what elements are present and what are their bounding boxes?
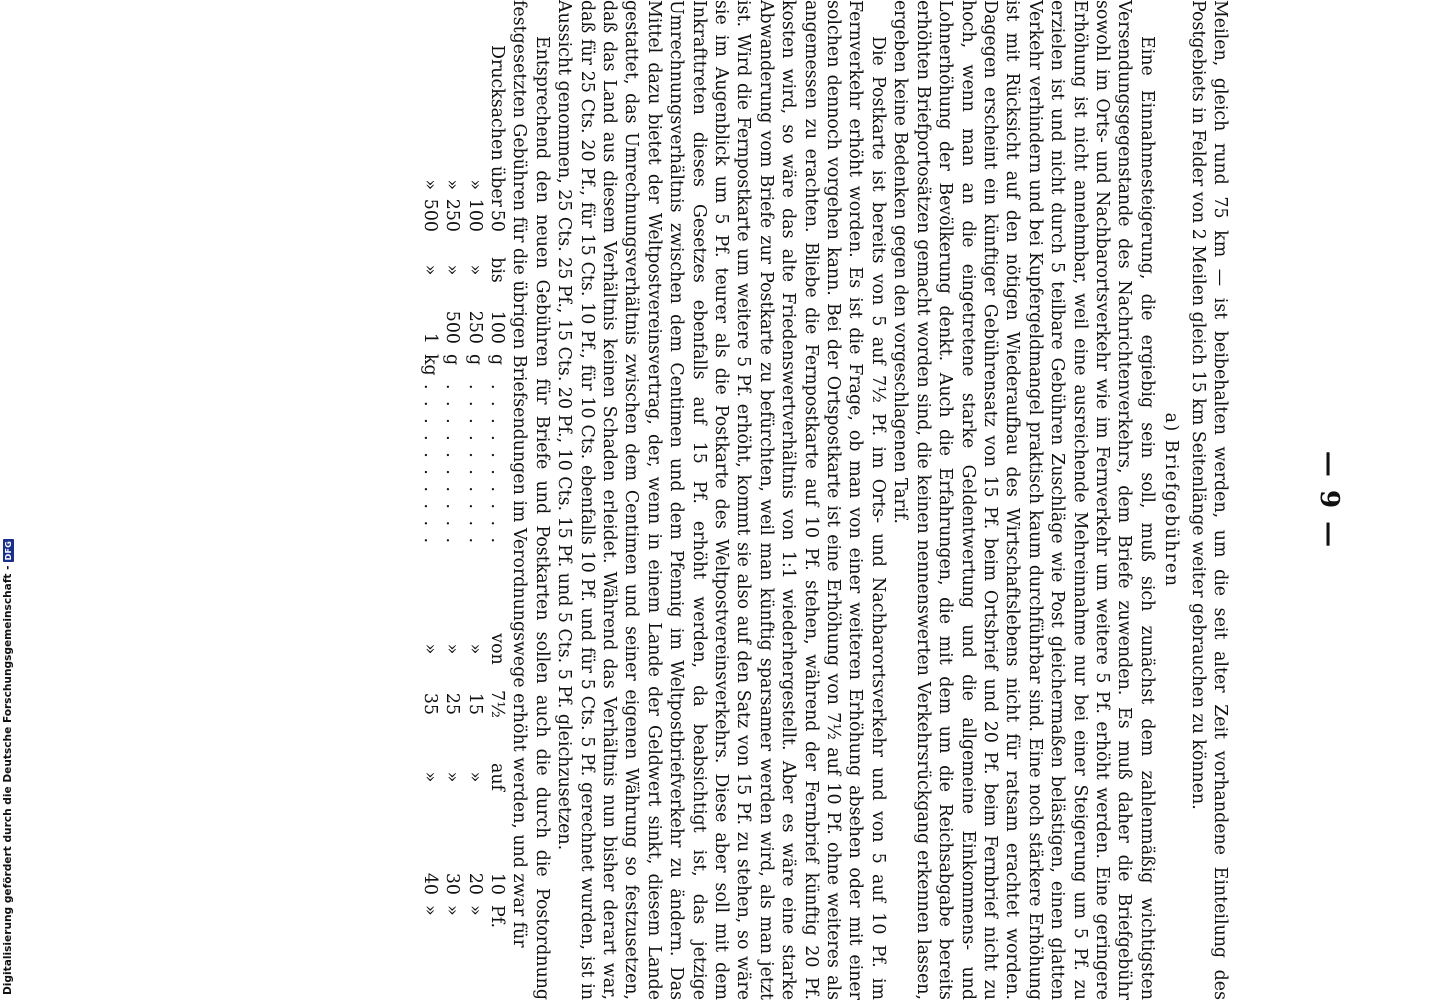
- paragraph-postkarte: Die Postkarte ist bereits von 5 auf 7½ Pf. im Orts- und Nachbarortsverkehr und von 5 auf 10 Pf. im Fernverkehr erhöht worden. Es ist die Frage, ob man von einer weiteren Erhöhung absehen oder mit einer solchen dennoch vorgehen kann. Bei der Ortspostkarte ist eine Erhöhung von 7½ auf 10 Pf. ohne weiteres als angemessen zu erachten. Bliebe die Fernpostkarte auf 10 Pf. stehen, während der Fernbrief künftig 20 Pf. kosten wird, so wäre das alte Friedenswertverhältnis von 1:1 wiederhergestellt. Aber es wäre eine starke Abwanderung vom Briefe zur Postkarte zu befürchten, weil man künftig sparsamer werden wird, als man jetzt ist. Wird die Fernpostkarte um weitere 5 Pf. erhöht, kommt sie also auf den Satz von 15 Pf. zu stehen, so wäre sie im Augenblick um 5 Pf. teurer als die Postkarte des Weltpostvereinsverkehrs. Diese aber soll mit dem Inkrafttreten dieses Gesetzes ebenfalls auf 15 Pf. erhöht werden, da beabsichtigt ist, das jetzige Umrechnungsverhältnis zwischen dem Centimen und dem Pfennig im Weltpostbriefverkehr zu ändern. Das Mittel dazu bietet der Weltpostvereinsvertrag, der, wenn in einem Lande der Geldwert sinkt, diesem Lande gestattet, das Umrechnungsverhältnis zwischen dem Centimen und seiner eigenen Währung so festzusetzen, daß das Land aus diesem Verhältnis keinen Schaden erleidet. Während das Verhältnis nun bisher derart war, daß für 25 Cts. 20 Pf., für 15 Cts. 10 Pf., für 10 Cts. ebenfalls 10 Pf. und für 5 Cts. 5 Pf. gerechnet wurden, ist in Aussicht genommen, 25 Cts. 25 Pf., 15 Cts. 20 Pf., 10 Cts. 15 Pf. und 5 Cts. 5 Pf. gleichzusetzen.: [554, 0, 888, 1000]
- fee-unit: kg: [419, 354, 440, 376]
- fee-bis: bis: [487, 257, 507, 283]
- paragraph-intro: Meilen, gleich rund 75 km — ist beibehalten werden, um die seit alter Zeit vorhandene Einteilung des Postgebiets in Felder von 2 Meilen gleich 15 km Seitenlänge weiter gebrauchen zu können.: [1187, 0, 1230, 1000]
- fee-currency: »: [464, 905, 485, 916]
- dfg-logo-icon: DFG: [3, 540, 13, 561]
- fee-von: »: [419, 643, 440, 655]
- fee-old: 15: [464, 692, 485, 716]
- fee-unit: g: [464, 354, 485, 366]
- fee-von: von: [487, 633, 507, 665]
- fee-new: 40: [419, 872, 440, 895]
- fee-auf: »: [442, 771, 463, 783]
- fee-currency: Pf.: [487, 905, 507, 929]
- fee-auf: auf: [487, 762, 507, 791]
- fee-auf: »: [464, 771, 485, 783]
- fee-old: 35: [419, 692, 440, 716]
- fee-table-row: [418, 0, 440, 1000]
- fee-to: 500: [442, 310, 463, 344]
- fee-to: 250: [464, 310, 485, 344]
- digitization-credit: [2, 539, 14, 995]
- document-body: [418, 0, 1231, 1000]
- fee-dots: . . . . . . . . . .: [464, 384, 485, 547]
- fee-old: 7½: [487, 690, 507, 718]
- fee-von: »: [442, 643, 463, 655]
- paragraph-einnahmesteigerung: Eine Einnahmesteigerung, die ergiebig sein soll, muß sich zunächst dem zahlenmäßig wichtigsten Versendungsgegenstande des Nachrichtenverkehrs, dem Briefe zuwenden. Es muß daher die Briefgebühr sowohl im Orts- und Nachbarortsverkehr wie im Fernverkehr um weitere 5 Pf. erhöht werden. Eine geringere Erhöhung ist nicht annehmbar, weil eine ausreichende Mehreinnahme nur bei einer Steigerung um 5 Pf. zu erzielen ist und nicht durch 5 teilbare Gebühren Zuschläge wie Post gleichermaßen belästigen, einen glatten Verkehr verhindern und bei Kupfergeldmangel praktisch kaum durchführbar sind. Eine noch stärkere Erhöhung ist mit Rücksicht auf den nötigen Wiederaufbau des Wirtschaftslebens nicht für ratsam erachtet worden. Dagegen erscheint ein künftiger Gebührensatz von 15 Pf. beim Ortsbrief und 20 Pf. beim Fernbrief nicht zu hoch, wenn man an die eingetretene starke Geldentwertung und die allgemeine Einkommens- und Lohnerhöhung der Bevölkerung denkt. Auch die Erfahrungen, die mit dem um die Reichsabgabe bereits erhöhten Briefportosätzen gemacht worden sind, die keinen nennenswerten Verkehrsrückgang erkennen lassen, ergeben keine Bedenken gegen den vorgeschlagenen Tarif.: [890, 0, 1157, 1000]
- fee-label: Drucksachen über: [487, 45, 507, 207]
- fee-bis: »: [464, 264, 485, 276]
- page-number-header: — 9 —: [1314, 450, 1344, 550]
- digitization-credit-text: Digitalisierung gefördert durch die Deutsche Forschungsgemeinschaft -: [2, 565, 14, 995]
- paragraph-entsprechend: Entsprechend den neuen Gebühren für Briefe und Postkarten sollen auch die durch die Postordnung festgesetzten Gebühren für die übrigen Briefsendungen im Verordnungswege erhöht werden, und zwar für: [509, 0, 552, 1000]
- fee-new: 20: [464, 872, 485, 895]
- fee-from: 50: [487, 209, 507, 232]
- fee-table-row: [486, 0, 508, 1000]
- fee-from: 500: [419, 198, 440, 232]
- fee-bis: »: [419, 264, 440, 276]
- fee-currency: »: [442, 905, 463, 916]
- fee-von: »: [464, 643, 485, 655]
- fee-label: »: [464, 179, 485, 190]
- fee-dots: . . . . . . . . . .: [487, 384, 507, 547]
- fee-new: 30: [442, 872, 463, 895]
- fee-new: 10: [487, 872, 507, 895]
- fee-from: 250: [442, 198, 463, 232]
- fee-label: »: [442, 179, 463, 190]
- fee-to: 1: [419, 332, 440, 344]
- fee-dots: . . . . . . . . . .: [442, 384, 463, 547]
- fee-old: 25: [442, 692, 463, 716]
- fee-bis: »: [442, 264, 463, 276]
- fee-to: 100: [487, 310, 507, 344]
- fee-table-row: [463, 0, 485, 1000]
- fee-label: »: [419, 179, 440, 190]
- fee-auf: »: [419, 771, 440, 783]
- fee-unit: g: [442, 354, 463, 366]
- fee-unit: g: [487, 354, 507, 366]
- fee-currency: »: [419, 905, 440, 916]
- fee-table: [418, 0, 508, 1000]
- fee-table-row: [441, 0, 463, 1000]
- section-heading-briefgebuehren: a) Briefgebühren: [1161, 412, 1182, 588]
- fee-from: 100: [464, 198, 485, 232]
- fee-dots: . . . . . . . . . .: [419, 384, 440, 547]
